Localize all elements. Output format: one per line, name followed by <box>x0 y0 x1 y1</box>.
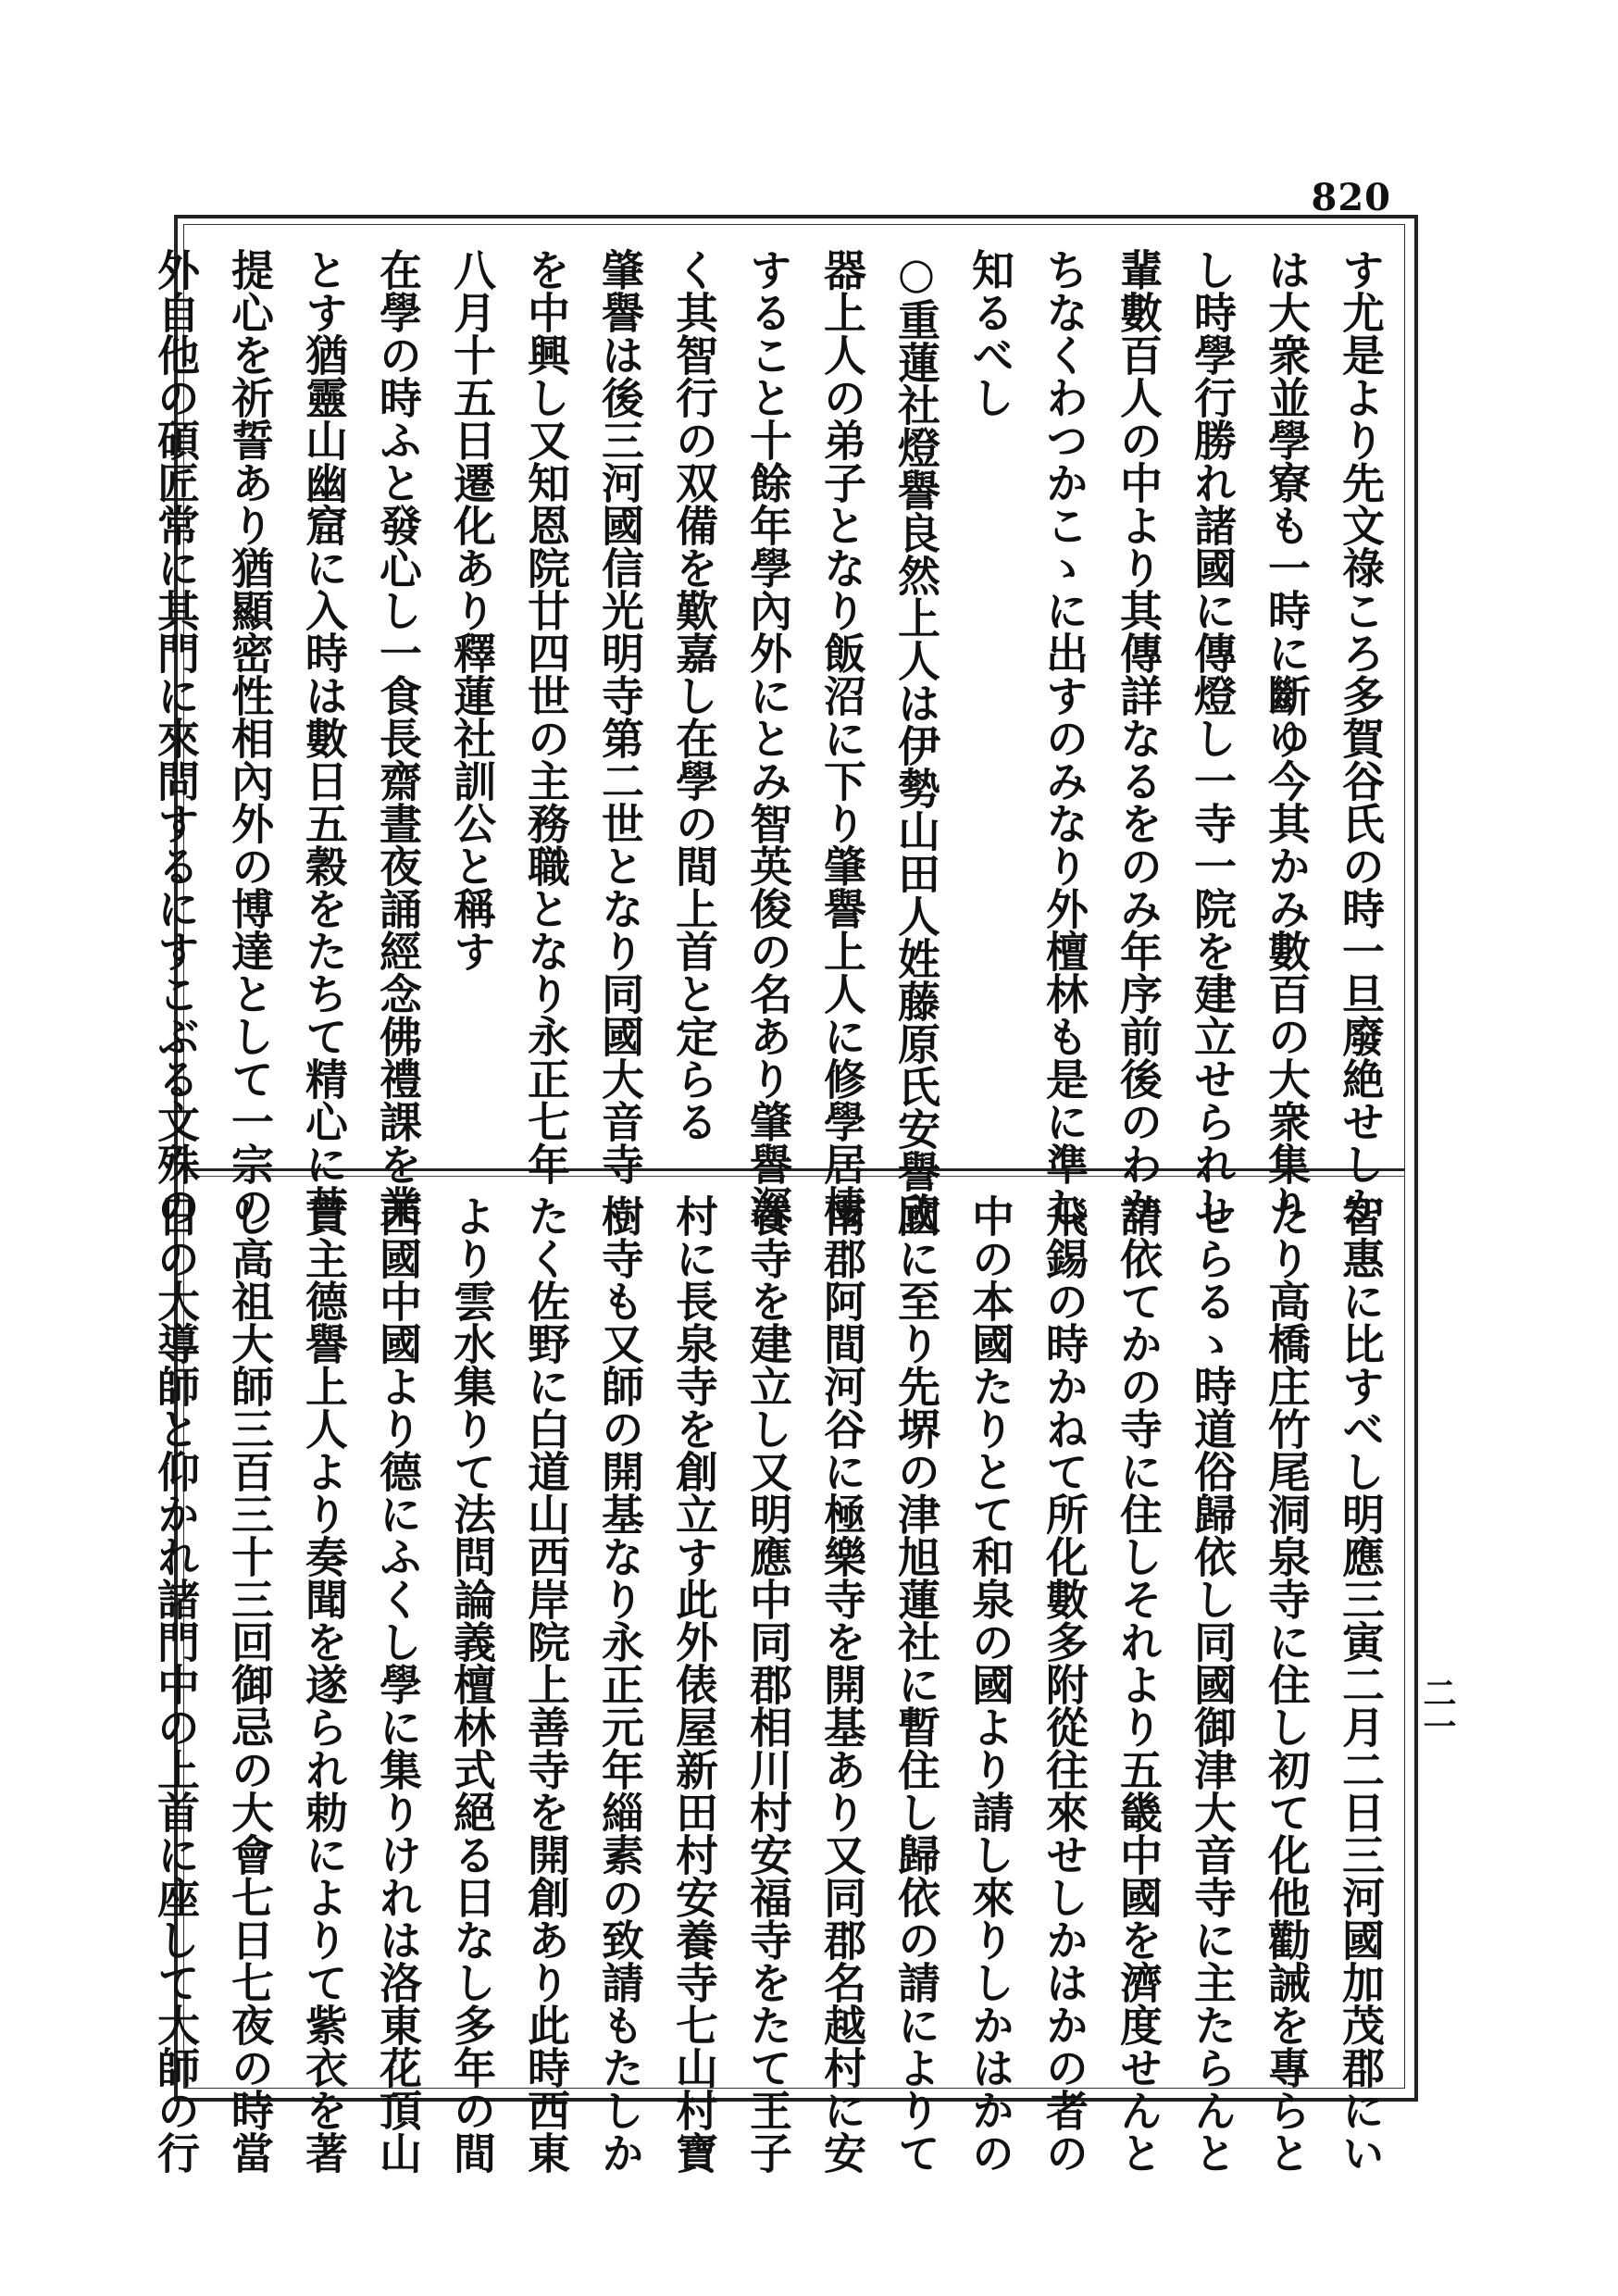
text-column: たり高橋庄竹尾洞泉寺に住し初て化他勸誡を專らと <box>1262 1194 1312 2174</box>
text-column: を中興し又知恩院廿四世の主務職となり永正七年 <box>521 248 571 1185</box>
page-number: 820 <box>1311 176 1391 219</box>
text-column: より雲水集りて法問論義檀林式絕る日なし多年の間 <box>447 1194 497 2174</box>
text-column: し時學行勝れ諸國に傳燈し一寺一院を建立せられし <box>1188 248 1238 1228</box>
text-column: 輩數百人の中より其傳詳なるをのみ年序前後のわか <box>1114 248 1164 1228</box>
text-column: すること十餘年學內外にとみ智英俊の名あり肇譽深 <box>743 248 793 1228</box>
text-column: 在學の時ふと發心し一食長齋晝夜誦經念佛禮課を業 <box>373 248 423 1228</box>
text-column: 國に至り先堺の津旭蓮社に暫住し歸依の請によりて <box>891 1194 941 2174</box>
margin-mark: 二一 <box>1418 1676 1457 1742</box>
text-column: し高祖大師三百三十三回御忌の大會七日七夜の時當 <box>225 1194 275 2174</box>
text-column: 外自他の碩匠常に其門に來問するにすこぶる文殊の <box>151 248 201 1228</box>
text-column: 南郡阿間河谷に極樂寺を開基あり又同郡名越村に安 <box>817 1194 867 2174</box>
text-column: は大衆並學寮も一時に斷ゆ今其かみ數百の大衆集り <box>1262 248 1312 1228</box>
text-column: 八月十五日遷化あり釋蓮社訓公と稱す <box>447 248 497 972</box>
text-column: 提心を祈誓あり猶顯密性相內外の博達として一宗の <box>225 248 275 1228</box>
upper-text-register <box>151 248 1398 1235</box>
text-column: 肇譽は後三河國信光明寺第二世となり同國大音寺 <box>595 248 645 1185</box>
text-column: 樹寺も又師の開基なり永正元年緇素の致請もたしか <box>595 1194 645 2174</box>
text-column: す尤是より先文祿ころ多賀谷氏の時一旦廢絶せしか <box>1336 248 1386 1228</box>
text-column: く其智行の双備を歎嘉し在學の間上首と定らる <box>669 248 719 1142</box>
text-column: せらるゝ時道俗歸依し同國御津大音寺に主たらんと <box>1188 1194 1238 2174</box>
text-column: たく佐野に白道山西岸院上善寺を開創あり此時西東 <box>521 1194 571 2174</box>
text-column: 西國中國より德にふくし學に集りけれは洛東花頂山 <box>373 1194 423 2174</box>
text-column: 知るべし <box>965 248 1015 418</box>
text-column: 村に長泉寺を創立す此外俵屋新田村安養寺七山村寶 <box>669 1194 719 2174</box>
text-column: ○重蓮社燈譽良然上人は伊勢山田人姓藤原氏安譽欣 <box>891 248 941 1235</box>
text-column: とす猶靈山幽窟に入時は數日五穀をたちて精心に菩 <box>299 248 349 1228</box>
text-column: 智惠に比すべし明應三寅二月二日三河國加茂郡にい <box>1336 1194 1386 2174</box>
text-column: 請依てかの寺に住しそれより五畿中國を濟度せんと <box>1114 1194 1164 2174</box>
text-column: 貫主德譽上人より奏聞を遂られ勅によりて紫衣を著 <box>299 1194 349 2174</box>
text-column: 器上人の弟子となり飯沼に下り肇譽上人に修學居棲 <box>817 248 867 1228</box>
text-column: 日の大導師と仰かれ諸門中の上首に座して大師の行 <box>151 1194 201 2174</box>
text-column: 養寺を建立し又明應中同郡相川村安福寺をたて王子 <box>743 1194 793 2174</box>
text-column: ちなくわつかこゝに出すのみなり外檀林も是に準し <box>1039 248 1089 1228</box>
text-column: 飛錫の時かねて所化數多附從往來せしかはかの者の <box>1039 1194 1089 2174</box>
lower-text-register <box>151 1194 1398 2174</box>
text-column: 中の本國たりとて和泉の國より請し來りしかはかの <box>965 1194 1015 2174</box>
